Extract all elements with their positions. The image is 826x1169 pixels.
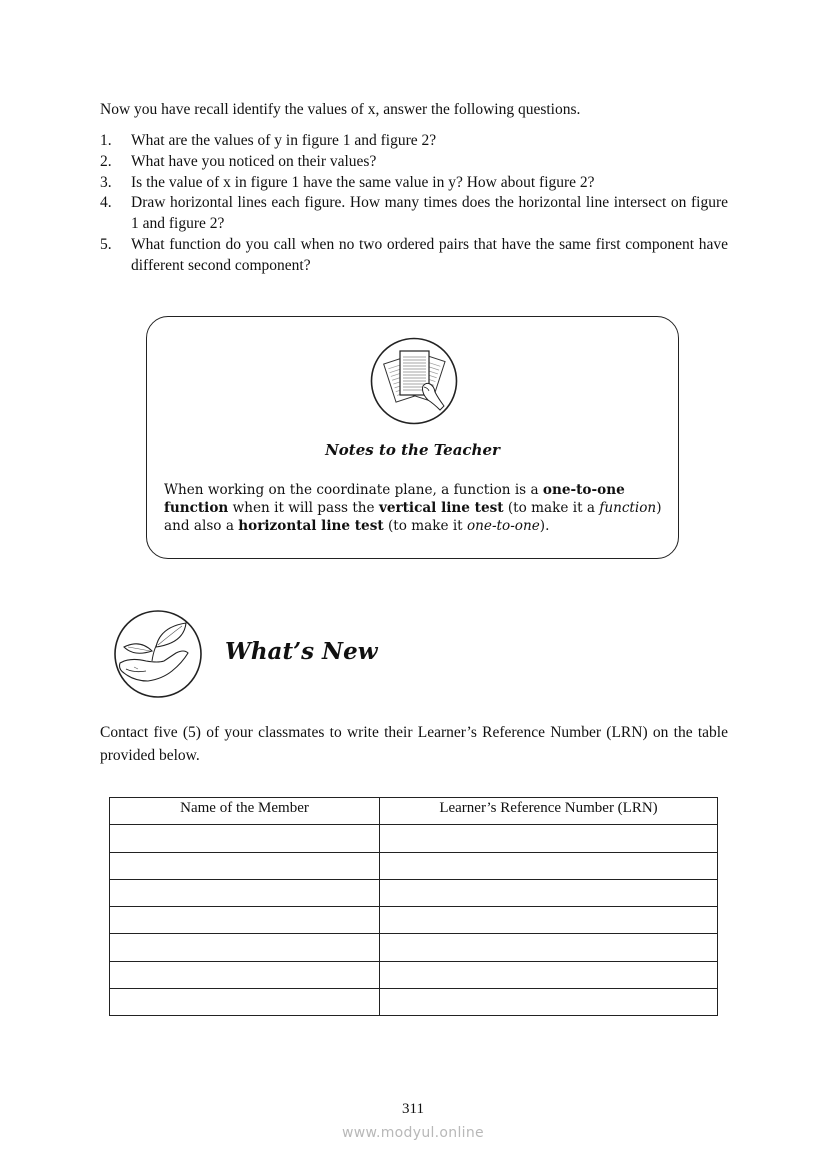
notes-italic-term: one-to-one <box>466 518 540 534</box>
intro-paragraph: Now you have recall identify the values of x, answer the following questions. <box>100 101 581 118</box>
notes-bold-term: horizontal line test <box>238 518 384 534</box>
notes-body <box>164 481 669 535</box>
lrn-table <box>109 797 718 1016</box>
notes-title: Notes to the Teacher <box>325 441 500 459</box>
notes-text: when it will pass the <box>228 500 379 516</box>
question-number: 1. <box>100 132 112 149</box>
notes-text: (to make it a <box>503 500 600 516</box>
lrn-cell[interactable] <box>380 907 718 934</box>
lrn-cell[interactable] <box>380 961 718 988</box>
question-item <box>100 235 728 277</box>
name-cell[interactable] <box>110 825 380 852</box>
notes-italic-term: function <box>599 500 657 516</box>
table-row <box>110 961 718 988</box>
question-item <box>100 131 728 152</box>
question-text: What are the values of y in figure 1 and figure 2? <box>131 132 437 149</box>
name-cell[interactable] <box>110 989 380 1016</box>
papers-in-hand-icon <box>368 336 460 426</box>
table-row <box>110 852 718 879</box>
table-row <box>110 989 718 1016</box>
page-number: 311 <box>402 1101 424 1117</box>
question-list <box>100 131 728 277</box>
lrn-cell[interactable] <box>380 879 718 906</box>
contact-instructions: Contact five (5) of your classmates to write their Learner’s Reference Number (LRN) on the table provided below. <box>100 724 728 764</box>
header-lrn: Learner’s Reference Number (LRN) <box>380 798 718 825</box>
watermark-text: www.modyul.online <box>342 1125 484 1141</box>
name-cell[interactable] <box>110 852 380 879</box>
notes-to-teacher-box <box>146 316 679 559</box>
question-item <box>100 173 728 194</box>
question-item <box>100 152 728 173</box>
notes-bold-term: vertical line test <box>378 500 504 516</box>
question-item <box>100 193 728 235</box>
lrn-cell[interactable] <box>380 989 718 1016</box>
notes-text: When working on the coordinate plane, a function is a <box>164 482 543 498</box>
table-header-row <box>110 798 718 825</box>
question-number: 4. <box>100 194 112 212</box>
name-cell[interactable] <box>110 934 380 961</box>
name-cell[interactable] <box>110 907 380 934</box>
question-text: What function do you call when no two ordered pairs that have the same first component have different second component? <box>131 235 728 274</box>
question-text: What have you noticed on their values? <box>131 152 377 170</box>
plant-in-hand-icon <box>112 609 204 699</box>
lrn-cell[interactable] <box>380 852 718 879</box>
question-number: 5. <box>100 235 112 253</box>
notes-text: ) and also a <box>164 500 662 534</box>
question-number: 3. <box>100 173 112 191</box>
lrn-cell[interactable] <box>380 825 718 852</box>
notes-text: (to make it <box>383 518 467 534</box>
table-row <box>110 934 718 961</box>
notes-text: ). <box>539 518 550 534</box>
lrn-cell[interactable] <box>380 934 718 961</box>
whats-new-heading: What’s New <box>225 638 378 665</box>
question-text: Is the value of x in figure 1 have the same value in y? How about figure 2? <box>131 173 595 191</box>
table-row <box>110 825 718 852</box>
table-row <box>110 879 718 906</box>
table-row <box>110 907 718 934</box>
header-name-of-member: Name of the Member <box>110 798 380 825</box>
question-text: Draw horizontal lines each figure. How many times does the horizontal line intersect on figure 1 and figure 2? <box>131 194 728 233</box>
name-cell[interactable] <box>110 961 380 988</box>
notes-bold-term: one-to-one function <box>164 482 625 516</box>
name-cell[interactable] <box>110 879 380 906</box>
question-number: 2. <box>100 152 112 170</box>
